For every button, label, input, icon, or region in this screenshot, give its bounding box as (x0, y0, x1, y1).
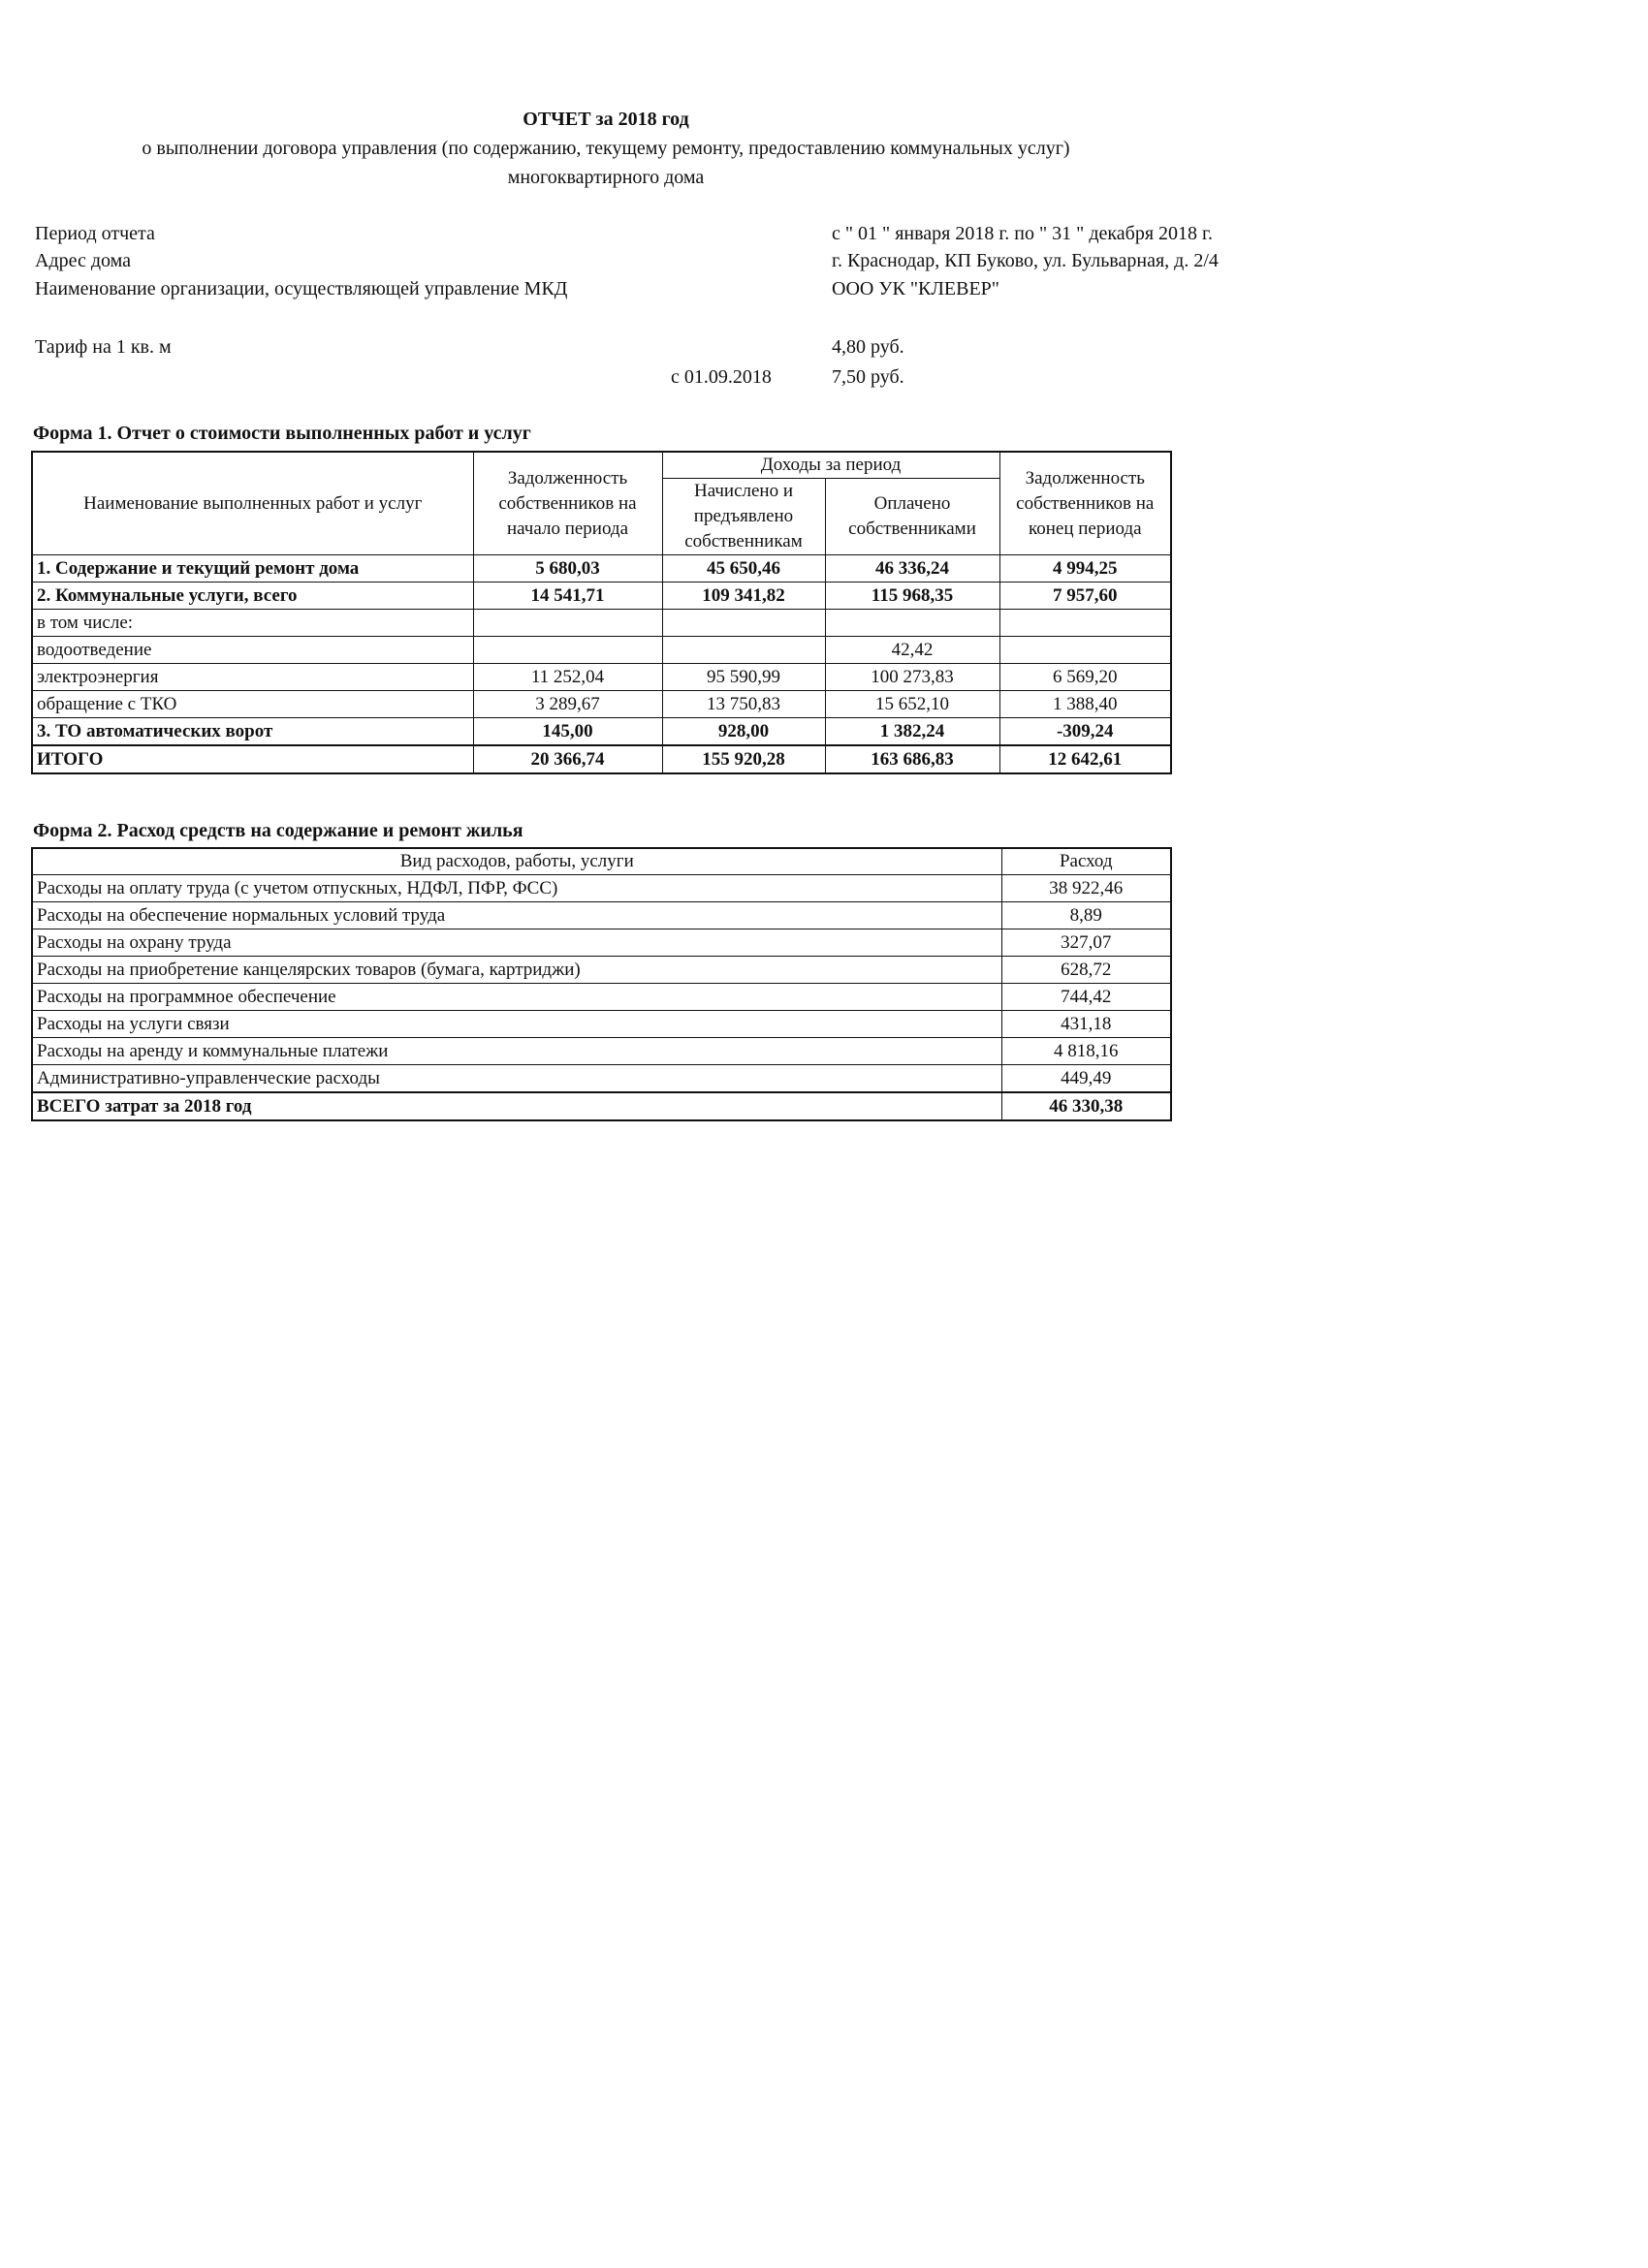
header-paid: Оплачено собственниками (825, 479, 999, 555)
tariff2-date: с 01.09.2018 (671, 366, 772, 388)
period-label: Период отчета (35, 223, 155, 244)
cell-expense: 327,07 (1001, 929, 1171, 957)
row-type: Расходы на программное обеспечение (32, 984, 1001, 1011)
table-row (32, 1038, 1171, 1065)
cell-debt-end (999, 637, 1171, 664)
cell-expense: 449,49 (1001, 1065, 1171, 1093)
cell-debt-start (473, 610, 662, 637)
header-debt-start: Задолженность собственников на начало периода (473, 452, 662, 555)
cell-debt-end: 6 569,20 (999, 664, 1171, 691)
cell-charged: 95 590,99 (662, 664, 825, 691)
report-subtitle: о выполнении договора управления (по содержанию, текущему ремонту, предоставлению коммунальных услуг) (142, 138, 1070, 159)
cell-paid: 100 273,83 (825, 664, 999, 691)
row-type: Расходы на оплату труда (с учетом отпускных, НДФЛ, ПФР, ФСС) (32, 875, 1001, 902)
form2-title: Форма 2. Расход средств на содержание и ремонт жилья (33, 820, 523, 841)
cell-charged: 155 920,28 (662, 745, 825, 773)
cell-debt-end: 12 642,61 (999, 745, 1171, 773)
cell-expense: 744,42 (1001, 984, 1171, 1011)
cell-debt-start: 20 366,74 (473, 745, 662, 773)
cell-paid: 115 968,35 (825, 583, 999, 610)
table-row (32, 984, 1171, 1011)
header-type: Вид расходов, работы, услуги (32, 848, 1001, 875)
cell-debt-end: 4 994,25 (999, 555, 1171, 583)
cell-debt-start: 145,00 (473, 718, 662, 746)
row-name: водоотведение (32, 637, 473, 664)
cell-debt-start: 3 289,67 (473, 691, 662, 718)
table-row (32, 957, 1171, 984)
cell-paid: 1 382,24 (825, 718, 999, 746)
header-charged: Начислено и предъявлено собственникам (662, 479, 825, 555)
header-name: Наименование выполненных работ и услуг (32, 452, 473, 555)
row-type: Расходы на приобретение канцелярских товаров (бумага, картриджи) (32, 957, 1001, 984)
row-type: Расходы на услуги связи (32, 1011, 1001, 1038)
row-type: Расходы на аренду и коммунальные платежи (32, 1038, 1001, 1065)
cell-charged (662, 637, 825, 664)
cell-expense: 628,72 (1001, 957, 1171, 984)
row-type: Административно-управленческие расходы (32, 1065, 1001, 1093)
form2-table (31, 847, 1172, 1121)
row-name: ИТОГО (32, 745, 473, 773)
table-row (32, 875, 1171, 902)
cell-debt-start (473, 637, 662, 664)
cell-expense: 46 330,38 (1001, 1092, 1171, 1120)
cell-charged: 928,00 (662, 718, 825, 746)
table-row (32, 1011, 1171, 1038)
table-row (32, 929, 1171, 957)
cell-paid: 42,42 (825, 637, 999, 664)
total-row (32, 1092, 1171, 1120)
row-type: ВСЕГО затрат за 2018 год (32, 1092, 1001, 1120)
period-value: с " 01 " января 2018 г. по " 31 " декабря 2018 г. (832, 223, 1214, 244)
cell-paid (825, 610, 999, 637)
cell-charged: 13 750,83 (662, 691, 825, 718)
row-name: 2. Коммунальные услуги, всего (32, 583, 473, 610)
cell-paid: 163 686,83 (825, 745, 999, 773)
cell-debt-start: 5 680,03 (473, 555, 662, 583)
table-row (32, 637, 1171, 664)
cell-paid: 15 652,10 (825, 691, 999, 718)
cell-charged: 45 650,46 (662, 555, 825, 583)
table-row (32, 555, 1171, 583)
org-label: Наименование организации, осуществляющей управление МКД (35, 278, 568, 299)
cell-charged: 109 341,82 (662, 583, 825, 610)
row-type: Расходы на обеспечение нормальных условий труда (32, 902, 1001, 929)
cell-expense: 38 922,46 (1001, 875, 1171, 902)
tariff-value: 4,80 руб. (832, 336, 904, 358)
cell-debt-start: 11 252,04 (473, 664, 662, 691)
cell-debt-end: -309,24 (999, 718, 1171, 746)
table-row (32, 718, 1171, 746)
cell-expense: 431,18 (1001, 1011, 1171, 1038)
header-expense: Расход (1001, 848, 1171, 875)
row-name: электроэнергия (32, 664, 473, 691)
tariff-label: Тариф на 1 кв. м (35, 336, 172, 358)
form1-table (31, 451, 1172, 774)
cell-debt-start: 14 541,71 (473, 583, 662, 610)
total-row (32, 745, 1171, 773)
cell-debt-end: 1 388,40 (999, 691, 1171, 718)
table-row (32, 691, 1171, 718)
tariff2-value: 7,50 руб. (832, 366, 904, 388)
address-value: г. Краснодар, КП Буково, ул. Бульварная, д. 2/4 (832, 250, 1219, 271)
table-row (32, 664, 1171, 691)
row-name: в том числе: (32, 610, 473, 637)
table-row (32, 902, 1171, 929)
address-label: Адрес дома (35, 250, 132, 271)
row-name: обращение с ТКО (32, 691, 473, 718)
cell-paid: 46 336,24 (825, 555, 999, 583)
cell-debt-end (999, 610, 1171, 637)
header-debt-end: Задолженность собственников на конец периода (999, 452, 1171, 555)
row-type: Расходы на охрану труда (32, 929, 1001, 957)
table-row (32, 583, 1171, 610)
cell-charged (662, 610, 825, 637)
report-title: ОТЧЕТ за 2018 год (523, 109, 689, 130)
form1-title: Форма 1. Отчет о стоимости выполненных работ и услуг (33, 423, 531, 444)
cell-expense: 4 818,16 (1001, 1038, 1171, 1065)
header-income: Доходы за период (662, 452, 999, 479)
cell-debt-end: 7 957,60 (999, 583, 1171, 610)
row-name: 3. ТО автоматических ворот (32, 718, 473, 746)
cell-expense: 8,89 (1001, 902, 1171, 929)
table-row (32, 610, 1171, 637)
row-name: 1. Содержание и текущий ремонт дома (32, 555, 473, 583)
report-subtitle-2: многоквартирного дома (507, 167, 705, 188)
table-row (32, 1065, 1171, 1093)
org-value: ООО УК "КЛЕВЕР" (832, 278, 999, 299)
